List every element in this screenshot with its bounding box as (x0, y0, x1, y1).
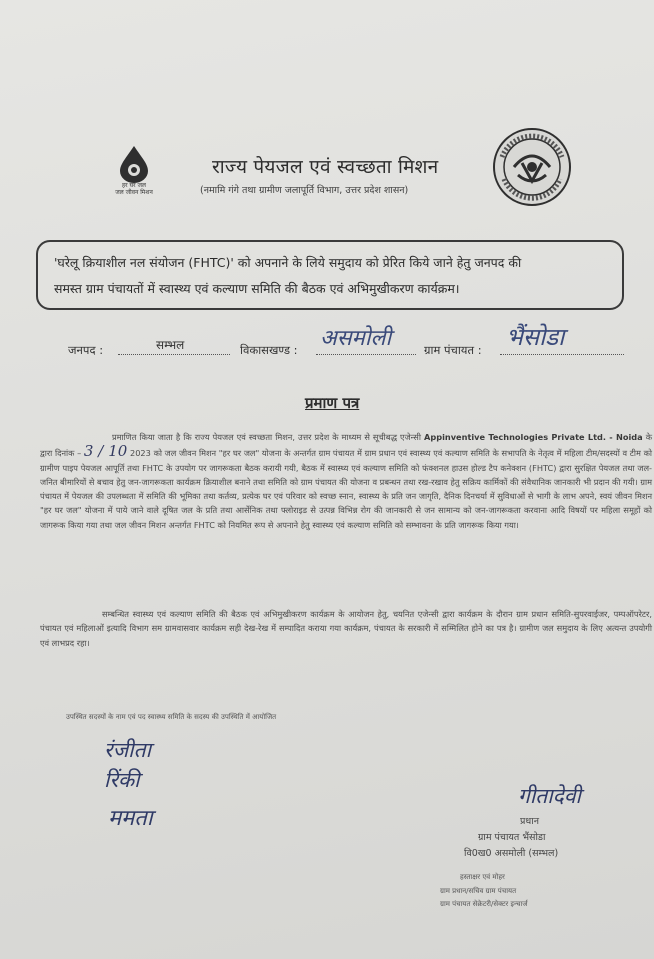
date-year: 2023 (130, 448, 151, 459)
mission-title: राज्य पेयजल एवं स्वच्छता मिशन (212, 156, 439, 178)
program-banner (36, 240, 624, 310)
pradhan-block: वि0ख0 असमोली (सम्भल) (464, 848, 559, 859)
logo-text: हर घर जल (122, 182, 146, 189)
para1-start: प्रमाणित किया जाता है कि राज्य पेयजल एवं स्वच्छता मिशन, उत्तर प्रदेश के माध्यम से सूचीबद्ध एजेन्सी (112, 432, 421, 442)
pradhan-signature: गीतादेवी (518, 784, 581, 808)
panchayat-label: ग्राम पंचायत : (424, 343, 482, 357)
banner-line-2: समस्त ग्राम पंचायतों में स्वास्थ्य एवं कल्याण समिति की बैठक एवं अभिमुखीकरण कार्यक्रम। (54, 281, 460, 296)
up-government-seal (492, 127, 572, 207)
banner-line-1: 'घरेलू क्रियाशील नल संयोजन (FHTC)' को अपनाने के लिये समुदाय को प्रेरित किये जाने हेतु जनपद की (54, 255, 522, 270)
district-line (118, 354, 230, 355)
block-label: विकासखण्ड : (240, 343, 298, 357)
member-signature-2: रिंकी (104, 768, 140, 792)
date-handwritten: 3 / 10 (83, 442, 128, 461)
har-ghar-jal-logo (104, 144, 164, 210)
block-value: असमोली (320, 326, 392, 351)
agency-name: Appinventive Technologies Private Ltd. - Noida (424, 432, 643, 442)
logo-subtext: जल जीवन मिशन (115, 189, 153, 196)
panchayat-value: भैंसोडा (506, 323, 565, 351)
member-signature-1: रंजीता (104, 738, 152, 762)
para1-rest: को जल जीवन मिशन "हर घर जल" योजना के अन्तर्गत ग्राम पंचायत में ग्राम प्रधान एवं स्वास्थ्य एवं कल्याण समिति के सभापति के नेतृत्व में महिला टीम/सदस्यों व टीम को ग्रामीण पाइप पेयजल आपूर्ति तथा FHTC के उपयोग पर जागरूकता बैठक करायी गयी, बैठक में स्वास्थ्य एवं कल्याण समिति को फंक्शनल हाउस होल्ड टैप कनेक्शन (FHTC) द्वारा सुरक्षित पेयजल तथा जल-जनित बीमारियों से बचाव हेतु जन-जागरूकता कार्यक्रम क्रियाशील बनाने तथा समिति को ग्राम पंचायत की योजना व प्रबन्धन तथा रख-रखाव हेतु सक्रिय कार्मिकों की संवैधानिक जानकारी भी प्रदान की गयी। ग्राम पंचायत में पेयजल की उपलब्धता में समिति की भूमिका तथा कर्तव्य, प्रत्येक घर एवं परिवार को स्वच्छ स्नान, स्वास्थ्य के प्रति जन जागृति, दैनिक दिनचर्या में सुविधाओं से भागी के लाभ अपने, स्वयं जीवन मिशन "हर घर जल" योजना में पाये जाने वाले दूषित जल के प्रति तथा आर्सेनिक तथा फ्लोराइड से उत्पन्न विभिन्न रोग की जानकारी से जन सामान्य को जन-जागरूकता करवाना आदि विषयों पर महिला समूहों को जागरूक किया गया तथा जल जीवन मिशन अन्तर्गत FHTC को नियमित रूप से अपनाने हेतु स्वास्थ्य एवं कल्याण समिति को सम्भावना के प्रति जागरूक किया गया। (40, 448, 652, 530)
block-line (316, 354, 416, 355)
pradhan-role: प्रधान (520, 816, 539, 827)
department-subtitle: (नमामि गंगे तथा ग्रामीण जलापूर्ति विभाग, उत्तर प्रदेश शासन) (200, 185, 409, 196)
stamp-line-3: ग्राम पंचायत सेक्रेटरी/सेक्टर इन्चार्ज (440, 900, 528, 908)
stamp-line-2: ग्राम प्रधान/सचिव ग्राम पंचायत (440, 887, 517, 895)
district-label: जनपद : (68, 343, 104, 357)
pradhan-panchayat: ग्राम पंचायत भैंसोडा (478, 832, 546, 843)
seal-emblem-icon (492, 127, 572, 207)
certificate-paragraph-2: सम्बन्धित स्वास्थ्य एवं कल्याण समिति की बैठक एवं अभिमुखीकरण कार्यक्रम के आयोजन हेतु, चयनित एजेन्सी द्वारा कार्यक्रम के दौरान ग्राम प्रधान समिति-सुपरवाईजर, पम्पऑपरेटर, पंचायत एवं महिलाओं इत्यादि विभाग सम ग्रामवासवार कार्यक्रम सही देख-रेख में सम्पादित कराया गया कार्यक्रम, पंचायत के सरकारी में सम्मिलित होने का पत्र है। ग्रामीण जल समुदाय के लिए अत्यन्त उपयोगी एवं लाभप्रद रहा। (40, 609, 652, 648)
certificate-paragraph-1 (40, 430, 652, 532)
stamp-line-1: हस्ताक्षर एवं मोहर (460, 873, 505, 881)
date-prefix: के द्वारा दिनांक – (40, 432, 653, 459)
panchayat-line (500, 354, 624, 355)
member-signature-3: ममता (108, 806, 153, 831)
certificate-heading: प्रमाण पत्र (305, 394, 360, 412)
attendance-note: उपस्थित सदस्यों के नाम एवं पद स्वास्थ्य समिति के सदस्य की उपस्थिति में आयोजित (66, 713, 277, 721)
water-drop-icon (104, 144, 164, 184)
district-value: सम्भल (156, 338, 185, 352)
